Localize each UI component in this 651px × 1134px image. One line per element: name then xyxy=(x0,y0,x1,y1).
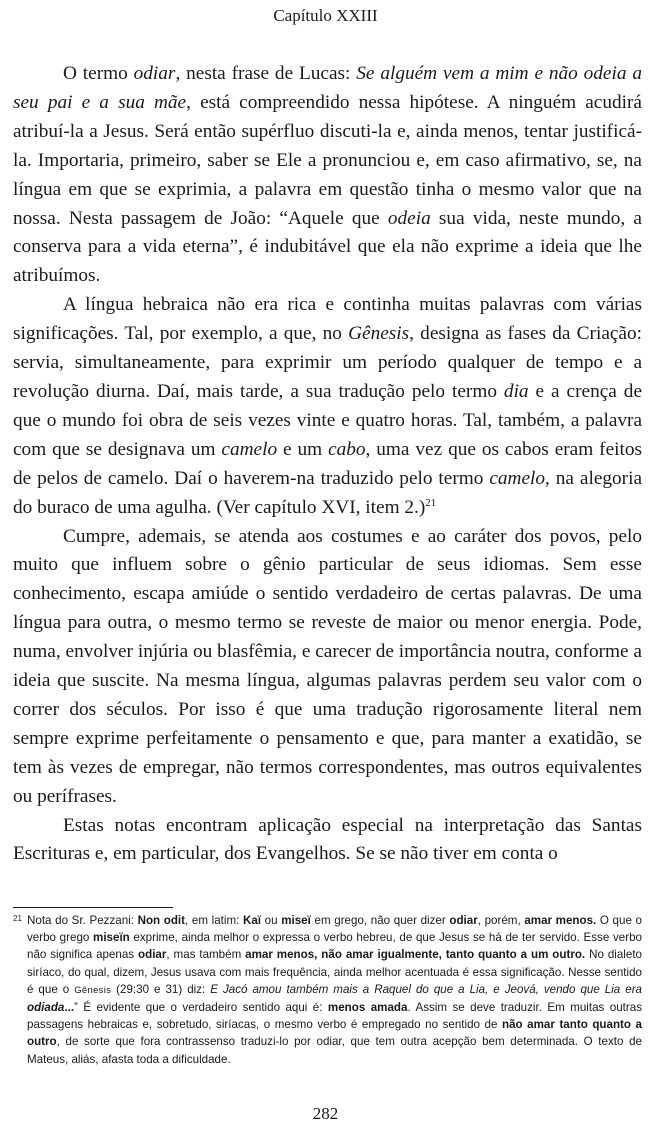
fn-bold-italic: odiada xyxy=(27,1001,65,1015)
text-run: , nesta frase de Lucas: xyxy=(175,63,357,84)
fn-bold: menos amada xyxy=(327,1001,408,1015)
fn-run: exprime, ainda melhor o expressa o verbo hebreu, de que Jesus se há de ter servido. Esse verbo não significa apenas xyxy=(27,931,642,962)
text-run: , designa as fases da Criação: servia, simultaneamente, para exprimir um período qualquer de tempo e a revolução diurna. Daí, mais tarde, a sua tradução pelo termo xyxy=(13,323,642,402)
fn-run: , mas também xyxy=(166,948,246,962)
fn-run: , em latim: xyxy=(185,914,243,927)
footnote-number: 21 xyxy=(13,914,22,923)
fn-run: Nota do Sr. Pezzani: xyxy=(27,914,138,927)
fn-run: ” É evidente que o verdadeiro sentido aqui é: xyxy=(74,1001,328,1015)
text-run: O termo xyxy=(63,63,134,84)
fn-bold: odiar xyxy=(138,948,167,962)
text-run: sua vida, neste mundo, a conserva para a vida eterna”, é indubitável que ela não exprime a ideia que lhe atribuímos. xyxy=(13,207,642,287)
fn-bold: amar menos. xyxy=(524,914,597,927)
text-run: e a crença de que o mundo foi obra de seis vezes vinte e quatro horas. Tal, também, a palavra com que se designava um xyxy=(13,380,643,460)
fn-bold: Kaï xyxy=(242,914,262,927)
page-number: 282 xyxy=(312,1104,339,1123)
text-run: , na alegoria do buraco de uma agulha. (Ver capítulo XVI, item 2.) xyxy=(13,467,642,518)
paragraph-4: Estas notas encontram aplicação especial na interpretação das Santas Escrituras e, em particular, dos Evangelhos. Se se não tiver em conta o xyxy=(13,814,642,865)
fn-italic: E Jacó amou também mais a Raquel do que a Lia, e Jeová, vendo que Lia era xyxy=(210,982,642,996)
fn-bold: miseï xyxy=(281,914,311,927)
chapter-header: Capítulo XXIII xyxy=(273,6,378,25)
italic-term: cabo xyxy=(328,438,366,460)
italic-term: camelo xyxy=(489,467,546,489)
text-run: , uma vez que os cabos eram feitos de pelos de camelo. Daí o haverem-na traduzido pelo termo xyxy=(13,438,642,489)
paragraph-1 xyxy=(13,60,642,291)
fn-run: ou xyxy=(261,914,282,927)
fn-small-caps: Gênesis xyxy=(74,984,112,996)
fn-bold: não amar tanto quanto a outro xyxy=(27,1018,642,1049)
fn-run: . Assim se deve traduzir. Em muitas outras passagens hebraicas e, sobretudo, siríacas, o mesmo verbo é empregado no sentido de xyxy=(27,1001,643,1032)
fn-run: No dialeto siríaco, do qual, dizem, Jesus usava com mais frequência, ainda melhor acentuada é essa significação. Nesse sentido é que o xyxy=(27,948,642,996)
footnote xyxy=(13,912,642,1068)
fn-bold: miseïn xyxy=(93,931,130,945)
footnote-body xyxy=(27,912,642,1068)
text-run: e um xyxy=(277,438,329,460)
fn-bold: amar menos, não amar igualmente, tanto quanto a um outro. xyxy=(245,948,586,962)
body-text xyxy=(13,60,642,869)
italic-term: camelo xyxy=(221,438,278,460)
fn-run: , porém, xyxy=(477,914,525,927)
text-run: , está compreendido nessa hipótese. A ninguém acudirá atribuí-la a Jesus. Será então supérfluo discuti-la e, ainda menos, tentar justificá-la. Importaria, primeiro, saber se Ele a pronunciou e, em caso afirmativo, se, na língua em que se exprimia, a palavra em questão tinha o mesmo valor que na nossa. Nesta passagem de João: “Aquele que xyxy=(13,91,642,229)
italic-term: dia xyxy=(503,380,529,402)
italic-term: odeia xyxy=(387,207,431,229)
paragraph-2 xyxy=(13,291,642,522)
italic-term: odiar xyxy=(133,63,176,84)
fn-run: , de sorte que fora contrassenso traduzi-lo por odiar, que tem outra acepção bem determinada. O texto de Mateus, aliás, afasta toda a dificuldade. xyxy=(27,1035,642,1066)
footnote-reference[interactable]: 21 xyxy=(425,496,437,509)
fn-run: (29:30 e 31) diz: xyxy=(111,982,211,996)
fn-bold: Non odit xyxy=(137,914,186,927)
fn-bold: ... xyxy=(64,1001,75,1015)
italic-term: Gênesis xyxy=(348,323,410,345)
footnote-divider xyxy=(13,907,173,908)
fn-run: em grego, não quer dizer xyxy=(310,914,450,927)
fn-bold: odiar xyxy=(449,914,478,927)
text-run: A língua hebraica não era rica e continha muitas palavras com várias significações. Tal, por exemplo, a que, no xyxy=(13,294,642,345)
paragraph-3: Cumpre, ademais, se atenda aos costumes e ao caráter dos povos, pelo muito que influem sobre o gênio particular de seus idiomas. Sem esse conhecimento, escapa amiúde o sentido verdadeiro de certas palavras. De uma língua para outra, o mesmo termo se reveste de maior ou menor energia. Pode, numa, envolver injúria ou blasfêmia, e carecer de importância noutra, conforme a ideia que suscite. Na mesma língua, algumas palavras perdem seu valor com o correr dos séculos. Por isso é que uma tradução rigorosamente literal nem sempre exprime perfeitamente o pensamento e que, para manter a exatidão, se tem às vezes de empregar, não termos correspondentes, mas outros equivalentes ou perífrases. xyxy=(13,525,642,807)
fn-run: O que o verbo grego xyxy=(27,914,642,945)
italic-quote: Se alguém vem a mim e não odeia a seu pai e a sua mãe xyxy=(13,63,642,113)
